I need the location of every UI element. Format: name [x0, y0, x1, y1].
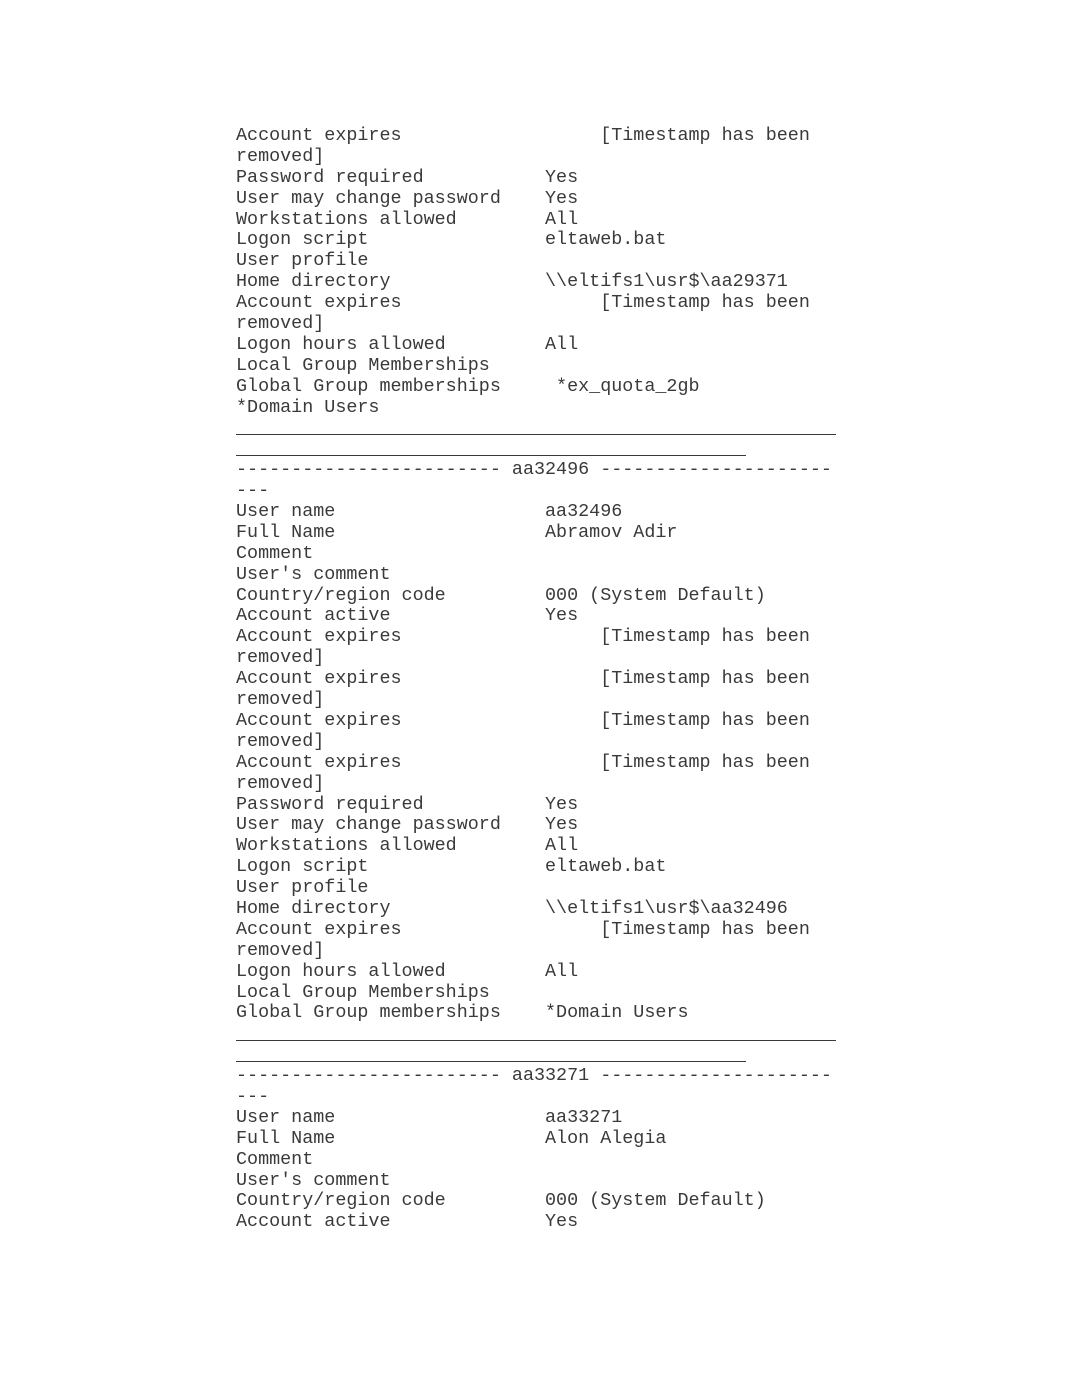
text-line: User may change password Yes — [236, 187, 579, 209]
text-line: Global Group memberships *Domain Users — [236, 1002, 689, 1024]
text-line: Logon hours allowed All — [236, 333, 579, 355]
text-line: removed] — [236, 689, 325, 711]
separator-rule — [236, 1045, 846, 1066]
text-line: User may change password Yes — [236, 814, 579, 836]
text-line: User profile — [236, 250, 369, 272]
text-line: --- — [236, 480, 270, 502]
text-line: Workstations allowed All — [236, 208, 579, 230]
text-line: Home directory \\eltifs1\usr$\aa32496 — [236, 897, 788, 919]
text-line: Workstations allowed All — [236, 835, 579, 857]
text-line: Account active Yes — [236, 1211, 579, 1233]
text-line: User name aa33271 — [236, 1106, 623, 1128]
text-line: Account expires [Timestamp has been — [236, 751, 810, 773]
text-line: Comment — [236, 1148, 314, 1170]
underline-rule — [236, 455, 746, 456]
text-line: Home directory \\eltifs1\usr$\aa29371 — [236, 271, 788, 293]
underline-rule — [236, 434, 836, 435]
underline-rule — [236, 1061, 746, 1062]
text-line: Account expires [Timestamp has been — [236, 626, 810, 648]
text-line: Logon script eltaweb.bat — [236, 229, 667, 251]
text-line: Password required Yes — [236, 793, 579, 815]
text-line: Full Name Abramov Adir — [236, 521, 678, 543]
text-line: Logon hours allowed All — [236, 960, 579, 982]
text-line: Logon script eltaweb.bat — [236, 856, 667, 878]
text-line: Local Group Memberships — [236, 354, 490, 376]
text-line: User's comment — [236, 1169, 391, 1191]
text-line: Country/region code 000 (System Default) — [236, 584, 766, 606]
text-line: removed] — [236, 730, 325, 752]
text-line: Account expires [Timestamp has been — [236, 668, 810, 690]
separator-rule — [236, 418, 846, 439]
text-line: Comment — [236, 542, 314, 564]
document-page — [236, 126, 846, 1233]
text-line: User profile — [236, 877, 369, 899]
text-line: ------------------------ aa32496 --------------------- — [236, 459, 832, 481]
separator-rule — [236, 439, 846, 460]
text-line: removed] — [236, 313, 325, 335]
text-line: removed] — [236, 772, 325, 794]
text-line: Country/region code 000 (System Default) — [236, 1190, 766, 1212]
text-line: Account expires [Timestamp has been — [236, 709, 810, 731]
text-line: Account expires [Timestamp has been — [236, 918, 810, 940]
underline-rule — [236, 1040, 836, 1041]
text-line: Local Group Memberships — [236, 981, 490, 1003]
text-line: Global Group memberships *ex_quota_2gb — [236, 375, 700, 397]
text-line: User name aa32496 — [236, 501, 623, 523]
text-line: *Domain Users — [236, 396, 380, 418]
text-line: Account expires [Timestamp has been — [236, 292, 810, 314]
text-line: --- — [236, 1085, 270, 1107]
text-line: removed] — [236, 647, 325, 669]
separator-rule — [236, 1024, 846, 1045]
text-line: Password required Yes — [236, 166, 579, 188]
text-line: User's comment — [236, 563, 391, 585]
text-line: Account active Yes — [236, 605, 579, 627]
text-line: ------------------------ aa33271 --------------------- — [236, 1065, 832, 1087]
text-line: Account expires [Timestamp has been — [236, 125, 810, 146]
text-line: Full Name Alon Alegia — [236, 1127, 667, 1149]
text-line: removed] — [236, 939, 325, 961]
text-line: removed] — [236, 145, 325, 167]
